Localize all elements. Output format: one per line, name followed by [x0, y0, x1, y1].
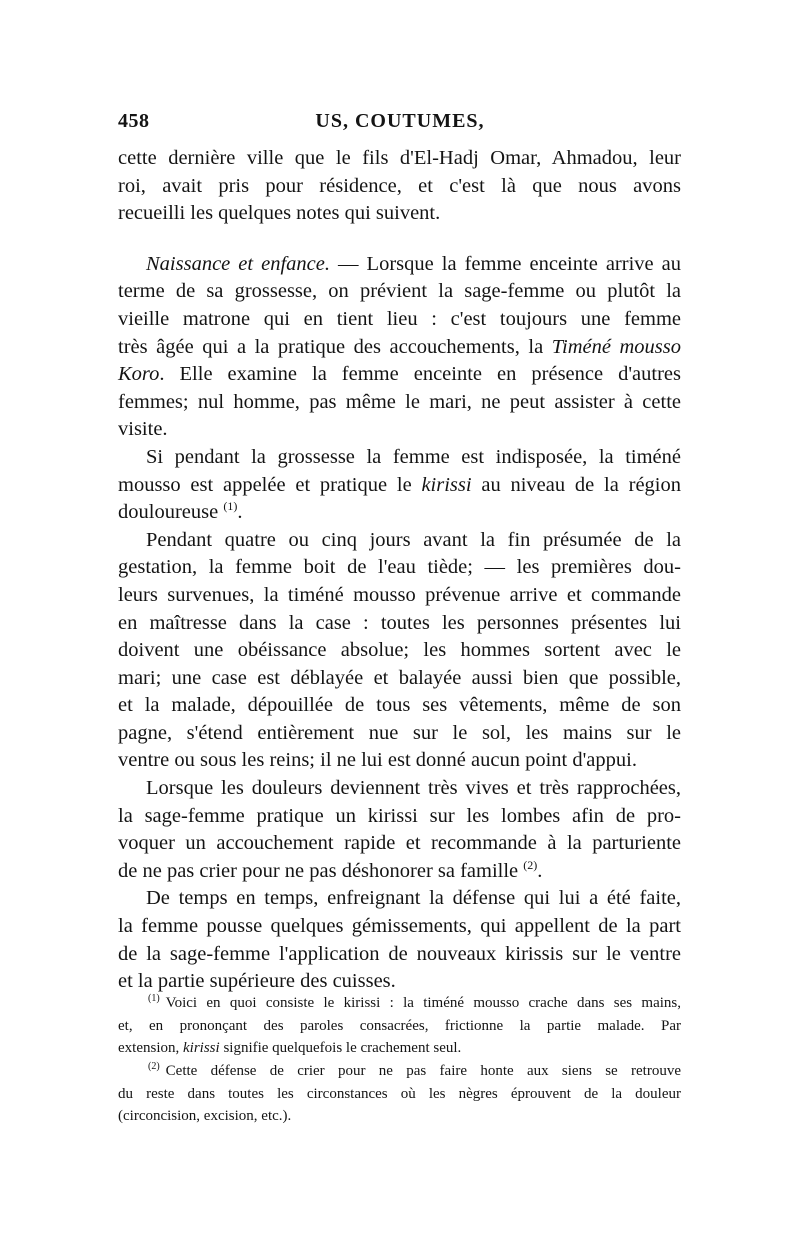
text-line: douloureuse $^{(1)}$. [118, 499, 243, 524]
text-line: voquer un accouchement rapide et recommande à la parturiente [118, 832, 681, 855]
text-line: en maîtresse dans la case : toutes les personnes présentes lui [118, 611, 681, 634]
footnote-ref[interactable]: (2) [523, 858, 538, 873]
running-head: US, COUTUMES, [315, 110, 485, 132]
text-line: de ne pas crier pour ne pas déshonorer sa famille $^{(2)}$. [118, 858, 543, 882]
text-line: de la sage-femme l'application de nouveaux kirissis sur le ventre [118, 942, 681, 965]
page-number: 458 [118, 110, 150, 132]
footnote-line: $^{(2)}$ Cette défense de crier pour ne pas faire honte aux siens se retrouve [148, 1061, 681, 1080]
text-line: Pendant quatre ou cinq jours avant la fin présumée de la [146, 528, 681, 551]
text-line: cette dernière ville que le fils d'El-Hadj Omar, Ahmadou, leur [118, 147, 681, 169]
page-header [118, 110, 682, 140]
text-line: terme de sa grossesse, on prévient la sage-femme ou plutôt la [118, 280, 681, 303]
body-text [118, 145, 681, 996]
text-line: mari; une case est déblayée et balayée aussi bien que possible, [118, 666, 681, 689]
text-line: et la partie supérieure des cuisses. [118, 970, 396, 993]
text-line: doivent une obéissance absolue; les hommes sortent avec le [118, 639, 681, 662]
text-line: leurs survenues, la timéné mousso prévenue arrive et commande [118, 583, 681, 606]
text-line: visite. [118, 418, 168, 441]
text-line: femmes; nul homme, pas même le mari, ne peut assister à cette [118, 390, 681, 413]
section-heading: Naissance et enfance. [146, 252, 330, 275]
footnote-line: du reste dans toutes les circonstances où les nègres éprouvent de la douleur [118, 1085, 681, 1102]
text-line: Naissance et enfance. — Lorsque la femme enceinte arrive au [146, 252, 681, 275]
text-line: Si pendant la grossesse la femme est indisposée, la timéné [146, 445, 681, 468]
text-line: très âgée qui a la pratique des accouchements, la Timéné mousso [118, 335, 682, 358]
footnote-mark: (2) [148, 1061, 160, 1073]
text-line: Lorsque les douleurs deviennent très vives et très rapprochées, [146, 777, 681, 800]
text-line: gestation, la femme boit de l'eau tiède; — les premières dou- [118, 556, 681, 579]
footnote-line: et, en prononçant des paroles consacrées, frictionne la partie malade. Par [118, 1017, 681, 1034]
text-line: pagne, s'étend entièrement nue sur le sol, les mains sur le [118, 721, 681, 744]
footnote-line: extension, kirissi signifie quelquefois le crachement seul. [118, 1040, 462, 1057]
footnotes [118, 992, 681, 1128]
text-line: ventre ou sous les reins; il ne lui est donné aucun point d'appui. [118, 749, 637, 772]
footnote-line: $^{(1)}$ Voici en quoi consiste le kirissi : la timéné mousso crache dans ses mains, [148, 993, 681, 1011]
text-line: la sage-femme pratique un kirissi sur les lombes afin de pro- [118, 804, 681, 827]
footnote-line: (circoncision, excision, etc.). [118, 1108, 292, 1125]
text-line: recueilli les quelques notes qui suivent. [118, 202, 441, 225]
text-line: De temps en temps, enfreignant la défense qui lui a été faite, [146, 887, 681, 910]
text-line: Koro. Elle examine la femme enceinte en présence d'autres [118, 363, 681, 386]
footnote-ref[interactable]: (1) [223, 499, 238, 514]
text-line: la femme pousse quelques gémissements, qui appellent de la part [118, 915, 681, 938]
text-line: roi, avait pris pour résidence, et c'est là que nous avons [118, 174, 681, 197]
footnote-mark: (1) [148, 993, 160, 1004]
text-line: vieille matrone qui en tient lieu : c'est toujours une femme [118, 307, 681, 330]
text-line: et la malade, dépouillée de tous ses vêtements, même de son [118, 694, 681, 717]
text-line: mousso est appelée et pratique le kirissi au niveau de la région [118, 473, 681, 496]
